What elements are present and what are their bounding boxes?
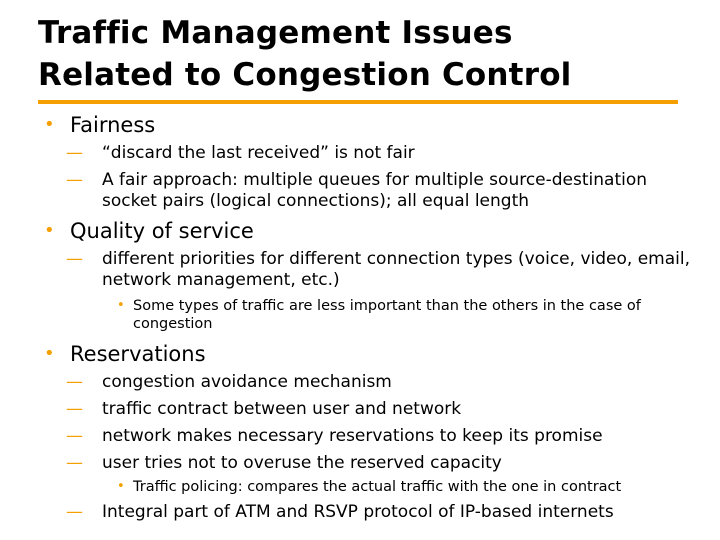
dash-icon: —	[66, 453, 83, 473]
bullet-icon: •	[44, 343, 55, 364]
dash-icon: —	[66, 502, 83, 522]
bullet-icon: •	[44, 114, 55, 135]
list-item: Integral part of ATM and RSVP protocol of IP-based internets	[102, 502, 614, 522]
slide-title	[38, 12, 698, 96]
list-item: different priorities for different connection types (voice, video, email, network management, etc.)	[102, 249, 690, 290]
list-item: traffic contract between user and network	[102, 399, 462, 419]
section-heading-qos: Quality of service	[70, 219, 254, 243]
dash-icon: —	[66, 143, 83, 163]
sub-list-item: Traffic policing: compares the actual traffic with the one in contract	[133, 479, 622, 495]
slide-title-line-2: Related to Congestion Control	[38, 57, 572, 93]
dash-icon: —	[66, 249, 83, 269]
list-item: congestion avoidance mechanism	[102, 372, 392, 392]
dash-icon: —	[66, 372, 83, 392]
bullet-icon: •	[117, 479, 125, 494]
list-item: user tries not to overuse the reserved capacity	[102, 453, 502, 473]
title-underline	[38, 100, 678, 104]
section-heading-reservations: Reservations	[70, 342, 206, 366]
dash-icon: —	[66, 170, 83, 190]
sub-list-item: Some types of traffic are less important than the others in the case of congestion	[133, 298, 641, 332]
section-heading-fairness: Fairness	[70, 113, 156, 137]
slide-title-line-1: Traffic Management Issues	[38, 15, 513, 51]
list-item: “discard the last received” is not fair	[102, 143, 415, 163]
list-item: network makes necessary reservations to keep its promise	[102, 426, 603, 446]
bullet-icon: •	[117, 298, 125, 313]
dash-icon: —	[66, 399, 83, 419]
list-item: A fair approach: multiple queues for multiple source-destination socket pairs (logical connections); all equal length	[102, 170, 648, 211]
bullet-icon: •	[44, 220, 55, 241]
dash-icon: —	[66, 426, 83, 446]
